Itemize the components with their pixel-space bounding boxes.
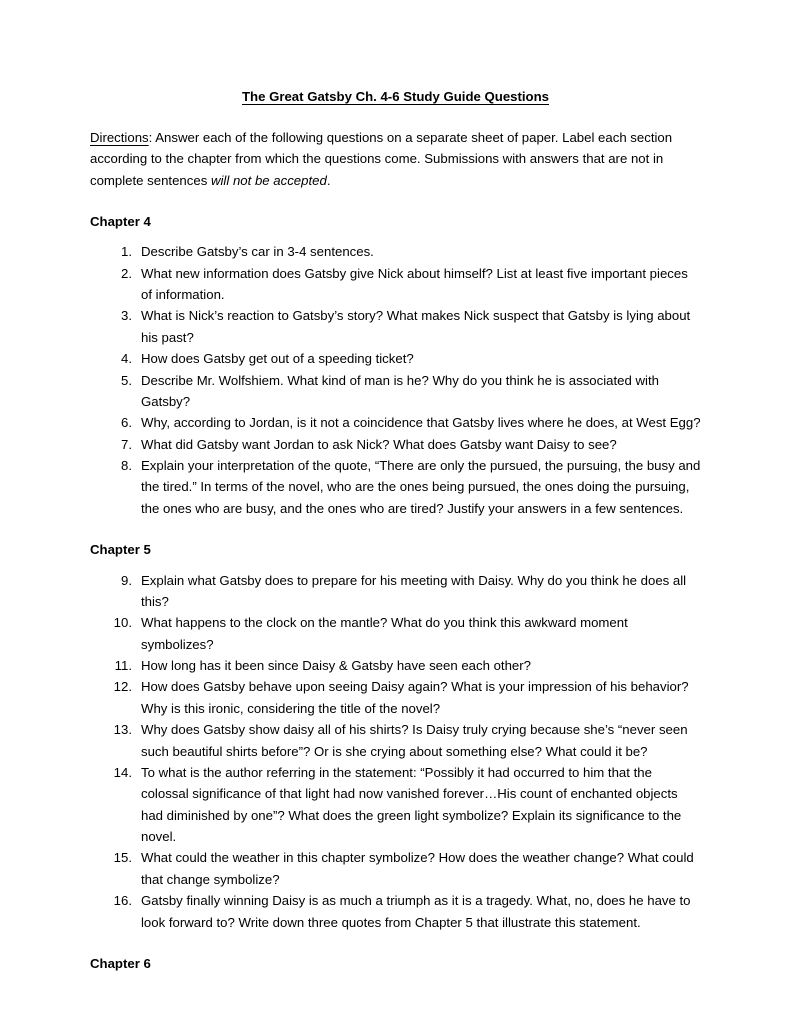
question-item [90,655,701,676]
directions-body: : Answer each of the following questions on a separate sheet of paper. Label each section according to the chapter from which the questions come. Submissions with answers that are not in complete sentences [90,129,673,188]
question-text: Describe Mr. Wolfshiem. What kind of man is he? Why do you think he is associated with Gatsby? [141,372,659,409]
question-number: 4. [121,351,132,367]
question-number: 14. [113,764,132,780]
question-item [90,762,701,848]
question-item [90,370,701,413]
question-number: 6. [121,415,132,431]
question-item [90,305,701,348]
question-item [90,612,701,655]
question-item [90,676,701,719]
question-text: How long has it been since Daisy & Gatsby have seen each other? [141,658,531,674]
question-text: Why does Gatsby show daisy all of his shirts? Is Daisy truly crying because she’s “never seen such beautiful shirts before”? Or is she crying about something else? What could it be? [141,722,688,759]
question-text: Explain your interpretation of the quote, “There are only the pursued, the pursuing, the busy and the tired.” In terms of the novel, who are the ones being pursued, the ones doing the pursuing, the ones who are busy, and the ones who are tired? Justify your answers in a few sentences. [141,458,701,516]
question-text: What happens to the clock on the mantle? What do you think this awkward moment symbolizes? [141,615,628,652]
directions-italic-phrase: will not be accepted [210,172,327,188]
page-title-text: The Great Gatsby Ch. 4-6 Study Guide Questions [241,89,550,104]
sections-container [90,211,701,974]
question-item [90,241,701,262]
question-text: Describe Gatsby’s car in 3-4 sentences. [141,244,374,260]
question-item [90,412,701,433]
question-number: 12. [113,679,132,695]
question-number: 13. [113,722,132,738]
question-number: 16. [113,893,132,909]
page-title [90,88,701,106]
question-number: 11. [114,658,132,674]
question-number: 8. [121,458,132,474]
question-text: How does Gatsby get out of a speeding ticket? [141,351,414,367]
question-text: What could the weather in this chapter symbolize? How does the weather change? What could that change symbolize? [141,850,694,887]
question-list [90,241,701,519]
question-number: 15. [113,850,132,866]
chapter-heading: Chapter 5 [90,542,151,558]
chapter-heading: Chapter 4 [90,213,151,229]
directions-paragraph [90,127,701,191]
question-number: 9. [121,572,132,588]
directions-end: . [326,172,331,188]
question-number: 10. [113,615,132,631]
question-item [90,263,701,306]
question-text: What new information does Gatsby give Nick about himself? List at least five important pieces of information. [141,265,688,303]
question-text: Explain what Gatsby does to prepare for his meeting with Daisy. Why do you think he does all this? [141,572,687,609]
question-text: What is Nick’s reaction to Gatsby’s story? What makes Nick suspect that Gatsby is lying about his past? [141,308,691,345]
question-item [90,890,701,933]
question-item [90,719,701,762]
question-item [90,348,701,369]
question-item [90,847,701,890]
question-item [90,570,701,613]
question-number: 1. [121,244,132,260]
question-number: 5. [121,372,132,388]
question-number: 2. [121,265,132,281]
question-text: How does Gatsby behave upon seeing Daisy again? What is your impression of his behavior? Why is this ironic, considering the title of the novel? [141,679,689,716]
question-number: 3. [121,308,132,324]
question-number: 7. [121,436,132,452]
question-item [90,455,701,519]
question-text: To what is the author referring in the statement: “Possibly it had occurred to him that the colossal significance of that light had now vanished forever…His count of enchanted objects had diminished by one”? What does the green light symbolize? Explain its significance to the novel. [141,764,682,845]
chapter-heading: Chapter 6 [90,955,151,971]
question-text: Gatsby finally winning Daisy is as much a triumph as it is a tragedy. What, no, does he have to look forward to? Write down three quotes from Chapter 5 that illustrate this statement. [141,893,691,930]
question-text: What did Gatsby want Jordan to ask Nick? What does Gatsby want Daisy to see? [141,436,617,452]
question-list [90,570,701,933]
question-text: Why, according to Jordan, is it not a coincidence that Gatsby lives where he does, at West Egg? [141,415,701,431]
directions-label: Directions [90,129,149,145]
question-item [90,434,701,455]
